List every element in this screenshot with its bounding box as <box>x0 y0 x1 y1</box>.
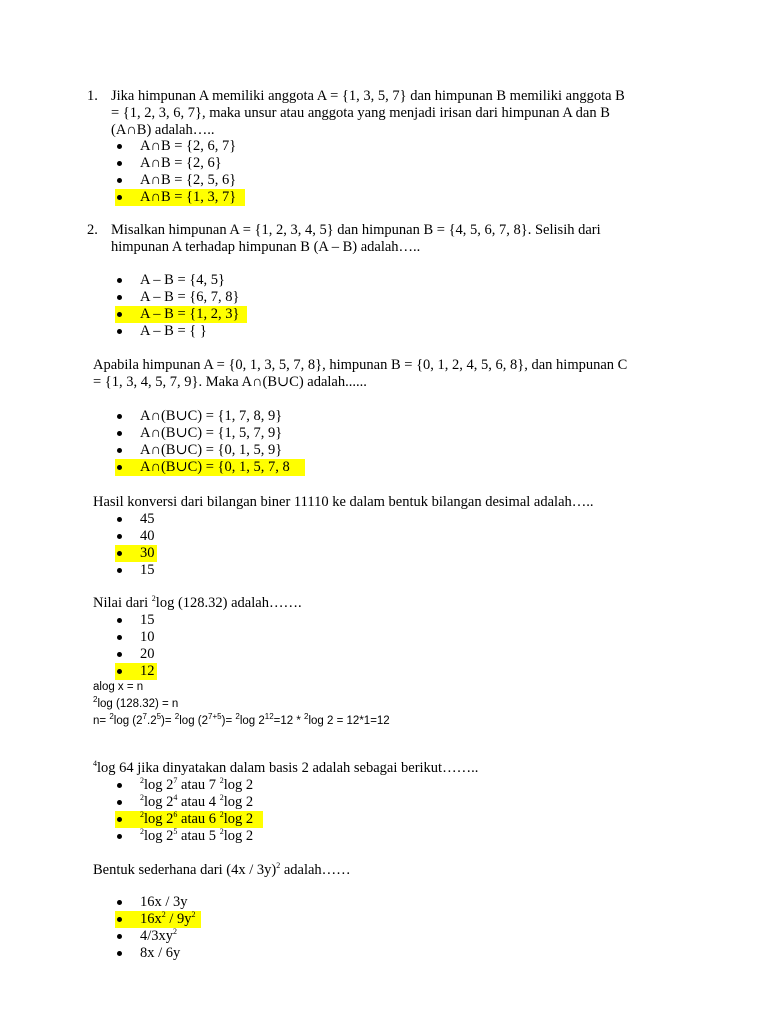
answer-option-highlighted: $16x^2 / 9y^2$ <box>115 911 515 928</box>
answer-option: A∩(B∪C) = {1, 5, 7, 9} <box>140 425 283 441</box>
working-line: $^2$log (128.32) = n <box>93 695 179 710</box>
answer-option: 20 <box>140 646 155 662</box>
answer-option-highlighted: A∩B = {1, 3, 7} <box>115 189 515 206</box>
answer-option: A∩(B∪C) = {0, 1, 5, 9} <box>140 442 283 458</box>
answer-option: A∩B = {2, 6, 7} <box>140 138 237 154</box>
answer-option: A – B = {6, 7, 8} <box>140 289 240 305</box>
question-line: himpunan A terhadap himpunan B (A – B) adalah….. <box>111 239 421 255</box>
question-3-line: = {1, 3, 4, 5, 7, 9}. Maka A∩(B∪C) adalah...... <box>93 374 367 390</box>
answer-option: $^2$log $2^5$ atau 5 $^2$log 2 <box>140 827 254 844</box>
question-7-line: Bentuk sederhana dari (4x / 3y)$^2$ adalah…… <box>93 861 351 878</box>
answer-option: 8x / 6y <box>140 945 181 961</box>
working-line: n= $^2$log $(2^7.2^5)= ^2\log$ $(2^{7+5})= ^2\log$ $2^{12}=12 * ^2\log$ 2 = 12*1=12 <box>93 712 390 727</box>
answer-option: 45 <box>140 511 155 527</box>
answer-option: $4/3xy^2$ <box>140 927 178 944</box>
question-number: 1. <box>87 88 98 104</box>
answer-option-highlighted: 12 <box>115 663 515 680</box>
answer-option: A∩(B∪C) = {1, 7, 8, 9} <box>140 408 283 424</box>
answer-option-highlighted: A∩(B∪C) = {0, 1, 5, 7, 8 <box>115 459 515 476</box>
question-line: Jika himpunan A memiliki anggota A = {1, 3, 5, 7} dan himpunan B memiliki anggota B <box>111 88 625 104</box>
answer-option: 15 <box>140 612 155 628</box>
answer-option: A∩B = {2, 5, 6} <box>140 172 237 188</box>
answer-option: 15 <box>140 562 155 578</box>
answer-option: 40 <box>140 528 155 544</box>
question-line: (A∩B) adalah….. <box>111 122 215 138</box>
question-line: = {1, 2, 3, 6, 7}, maka unsur atau anggota yang menjadi irisan dari himpunan A dan B <box>111 105 610 121</box>
question-line: Misalkan himpunan A = {1, 2, 3, 4, 5} dan himpunan B = {4, 5, 6, 7, 8}. Selisih dari <box>111 222 601 238</box>
answer-list <box>115 894 515 962</box>
answer-option-highlighted: 30 <box>115 545 515 562</box>
working-line: alog x = n <box>93 681 144 693</box>
answer-option: $^2$log $2^7$ atau 7 $^2$log 2 <box>140 776 254 793</box>
question-4-line: Hasil konversi dari bilangan biner 11110 ke dalam bentuk bilangan desimal adalah….. <box>93 494 594 510</box>
answer-list <box>115 612 515 680</box>
answer-option: A – B = { } <box>140 323 207 339</box>
answer-option: 10 <box>140 629 155 645</box>
answer-list <box>115 272 515 340</box>
answer-list <box>115 777 515 845</box>
answer-option-highlighted: $^2$log $2^6$ atau 6 $^2$log 2 <box>115 811 515 828</box>
answer-list <box>115 138 515 206</box>
question-3-line: Apabila himpunan A = {0, 1, 3, 5, 7, 8}, himpunan B = {0, 1, 2, 4, 5, 6, 8}, dan himpunan C <box>93 357 628 373</box>
answer-option: A∩B = {2, 6} <box>140 155 222 171</box>
answer-option: A – B = {4, 5} <box>140 272 225 288</box>
answer-option-highlighted: A – B = {1, 2, 3} <box>115 306 515 323</box>
answer-list <box>115 511 515 579</box>
question-5-line: Nilai dari $^2$log (128.32) adalah……. <box>93 594 302 611</box>
answer-list <box>115 408 515 476</box>
answer-option: $^2$log $2^4$ atau 4 $^2$log 2 <box>140 793 254 810</box>
question-number: 2. <box>87 222 98 238</box>
answer-option: 16x / 3y <box>140 894 188 910</box>
question-6-line: $^4$log 64 jika dinyatakan dalam basis 2 adalah sebagai berikut…….. <box>93 759 479 776</box>
